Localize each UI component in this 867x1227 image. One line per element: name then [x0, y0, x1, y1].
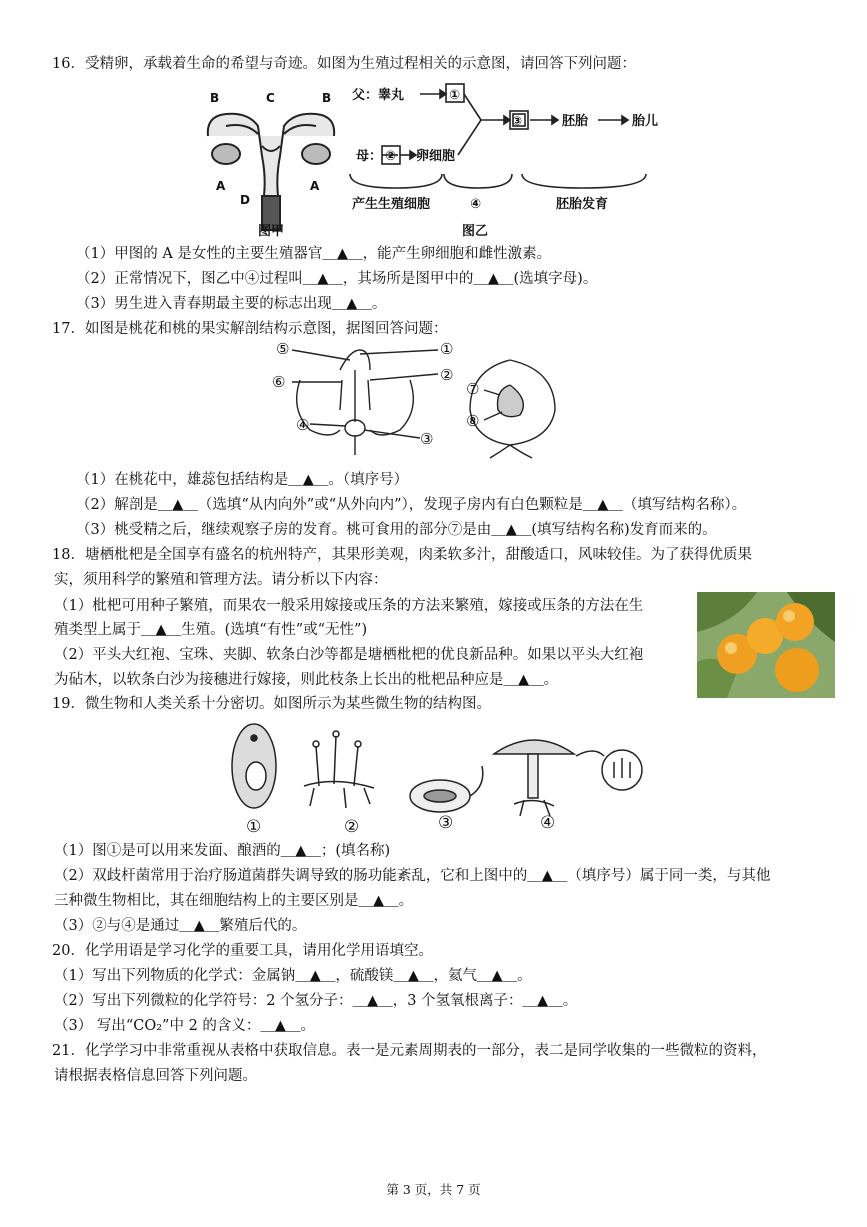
q20-sub2: （2）写出下列微粒的化学符号：2 个氢分子：＿▲＿，3 个氢氧根离子：＿▲＿。 [54, 993, 578, 1009]
jia-label-d: D [240, 193, 250, 207]
flow-embryo: 胚胎 [562, 114, 589, 129]
flow-bracket-gametes: 产生生殖细胞 [352, 197, 431, 212]
flower-label-5: ⑤ [276, 340, 290, 358]
jia-label-b-left: B [210, 91, 220, 105]
q16-sub3: （3）男生进入青春期最主要的标志出现＿▲＿。 [76, 296, 387, 312]
flow-father: 父：睾丸 [352, 88, 405, 103]
flow-node-2: ② [385, 149, 397, 164]
q19-sub2-line2: 三种微生物相比，其在细胞结构上的主要区别是＿▲＿。 [54, 893, 414, 909]
q17-sub2: （2）解剖是＿▲＿（选填“从内向外”或“从外向内”），发现子房内有白色颗粒是＿▲＿（填写结构名称）。 [76, 497, 747, 513]
q17-stem: 17．如图是桃花和桃的果实解剖结构示意图，据图回答问题： [52, 321, 448, 337]
q19-sub3: （3）②与④是通过＿▲＿繁殖后代的。 [54, 918, 307, 934]
microbe-label-1: ① [246, 817, 262, 836]
flow-bracket-4: ④ [470, 197, 482, 212]
q21-stem-line1: 21．化学学习中非常重视从表格中获取信息。表一是元素周期表的一部分，表二是同学收集的一些微粒的资料， [52, 1043, 767, 1059]
q19-sub2-line1: （2）双歧杆菌常用于治疗肠道菌群失调导致的肠功能紊乱，它和上图中的＿▲＿（填序号）属于同一类，与其他 [54, 868, 771, 884]
flow-fetus: 胎儿 [632, 114, 659, 129]
flower-label-6: ⑥ [272, 373, 286, 391]
flower-label-1: ① [440, 340, 454, 358]
peach-flower-figure [270, 340, 600, 460]
microbe-label-4: ④ [540, 813, 556, 833]
jia-label-b-right: B [322, 91, 332, 105]
microbe-label-3: ③ [438, 813, 454, 833]
flower-label-3: ③ [420, 430, 434, 448]
flow-egg: 卵细胞 [416, 149, 456, 164]
q16-sub1: （1）甲图的 A 是女性的主要生殖器官＿▲＿，能产生卵细胞和雌性激素。 [76, 246, 552, 262]
flow-node-3: ③ [512, 114, 523, 128]
flower-label-4: ④ [296, 416, 310, 434]
q18-sub1-line1: （1）枇杷可用种子繁殖，而果农一般采用嫁接或压条的方法来繁殖，嫁接或压条的方法在生 [54, 598, 644, 614]
fruit-label-7: ⑦ [466, 380, 480, 398]
q16-sub2: （2）正常情况下，图乙中④过程叫＿▲＿，其场所是图甲中的＿▲＿(选填字母)。 [76, 271, 598, 287]
loquat-photo [697, 592, 835, 698]
microbe-label-2: ② [344, 817, 360, 836]
fruit-label-8: ⑧ [466, 412, 480, 430]
fig-yi-caption: 图乙 [462, 224, 489, 239]
microorganisms-figure [224, 716, 644, 836]
flower-label-2: ② [440, 366, 454, 384]
q19-stem: 19．微生物和人类关系十分密切。如图所示为某些微生物的结构图。 [52, 696, 491, 712]
q20-stem: 20．化学用语是学习化学的重要工具，请用化学用语填空。 [52, 943, 433, 959]
page-footer: 第 3 页，共 7 页 [386, 1182, 481, 1197]
q20-sub1: （1）写出下列物质的化学式：金属钠＿▲＿，硫酸镁＿▲＿，氦气＿▲＿。 [54, 968, 532, 984]
jia-label-c: C [266, 91, 275, 105]
q21-stem-line2: 请根据表格信息回答下列问题。 [54, 1068, 257, 1084]
fig-jia-caption: 图甲 [258, 224, 285, 239]
q18-stem-line1: 18．塘栖枇杷是全国享有盛名的杭州特产，其果形美观，肉柔软多汁，甜酸适口，风味较佳。为了获得优质果 [52, 547, 752, 563]
q16-stem: 16．受精卵，承载着生命的希望与奇迹。如图为生殖过程相关的示意图，请回答下列问题： [52, 56, 636, 72]
q18-sub2-line2: 为砧木，以软条白沙为接穗进行嫁接，则此枝条上长出的枇杷品种应是＿▲＿。 [54, 672, 559, 688]
q17-sub1: （1）在桃花中，雄蕊包括结构是＿▲＿。（填序号） [76, 472, 409, 488]
q20-sub3: （3） 写出“CO₂”中 2 的含义：＿▲＿。 [54, 1018, 316, 1034]
jia-label-a-left: A [216, 179, 226, 193]
flow-bracket-development: 胚胎发育 [556, 197, 609, 212]
q18-sub2-line1: （2）平头大红袍、宝珠、夹脚、软条白沙等都是塘栖枇杷的优良新品种。如果以平头大红袍 [54, 647, 644, 663]
flow-mother: 母： [356, 149, 383, 164]
q18-sub1-line2: 殖类型上属于＿▲＿生殖。(选填“有性”或“无性”) [54, 622, 368, 638]
flow-node-1: ① [449, 88, 461, 103]
uterus-figure [196, 86, 346, 236]
q19-sub1: （1）图①是可以用来发面、酿酒的＿▲＿；(填名称) [54, 843, 391, 859]
q18-stem-line2: 实，须用科学的繁殖和管理方法。请分析以下内容： [54, 572, 388, 588]
reproduction-flow-figure [346, 80, 676, 230]
jia-label-a-right: A [310, 179, 320, 193]
q17-sub3: （3）桃受精之后，继续观察子房的发育。桃可食用的部分⑦是由＿▲＿(填写结构名称)发育而来的。 [76, 522, 717, 538]
